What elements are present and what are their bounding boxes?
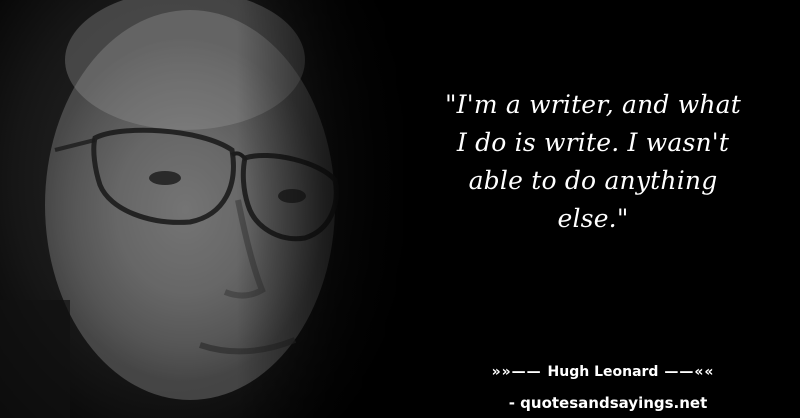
- right-eye: [278, 189, 306, 203]
- quote-text: "I'm a writer, and what I do is write. I wasn't able to do anything else.": [444, 90, 742, 233]
- quote-author: [458, 362, 748, 382]
- left-eye: [149, 171, 181, 185]
- source-credit: - quotesandsayings.net: [508, 394, 708, 412]
- author-name: Hugh Leonard: [547, 364, 659, 380]
- author-prefix: »»——: [491, 364, 548, 380]
- author-suffix: ——««: [658, 364, 715, 380]
- background-shadow: [0, 300, 70, 418]
